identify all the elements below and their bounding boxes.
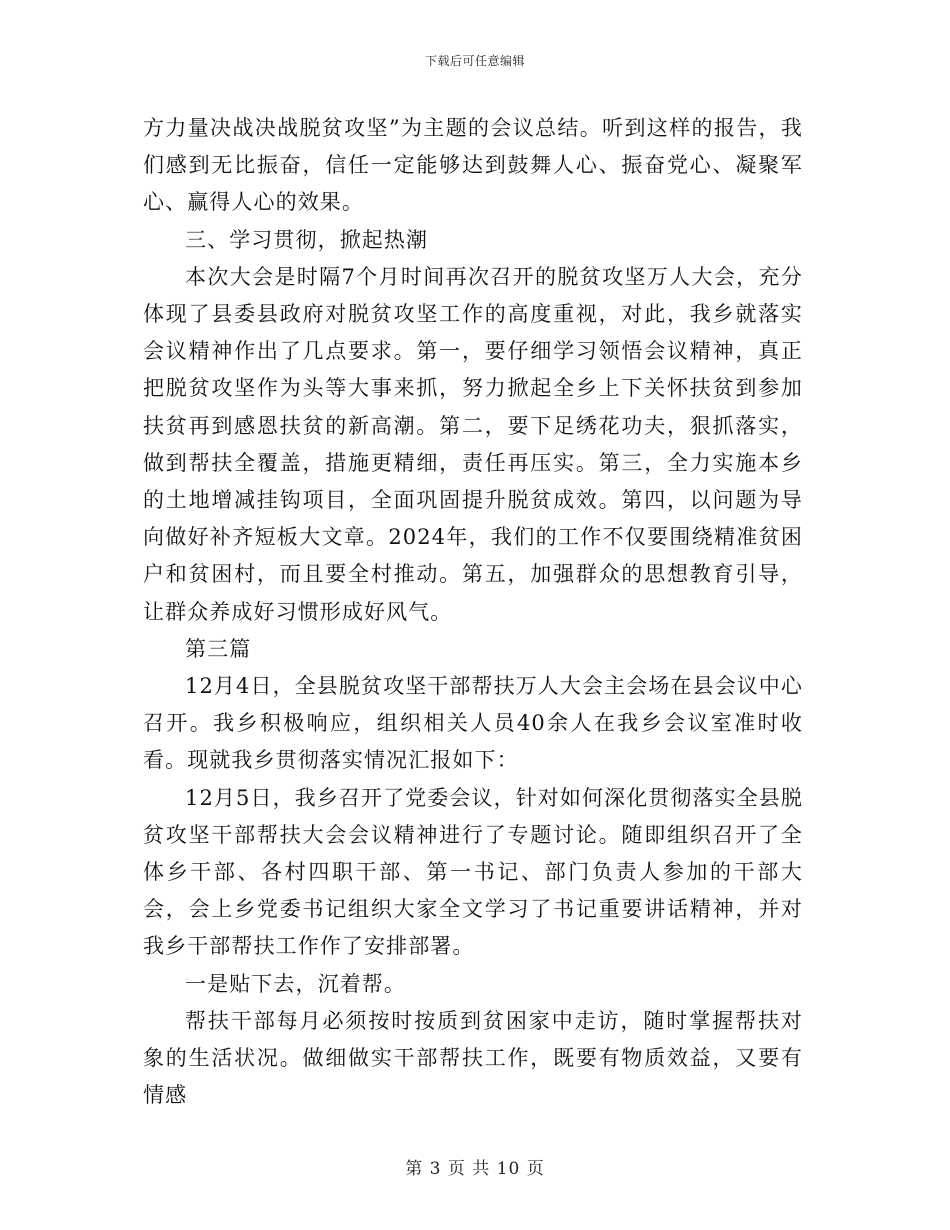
paragraph-5: 帮扶干部每月必须按时按质到贫困家中走访，随时掌握帮扶对象的生活状况。做细做实干部帮扶工作，既要有物质效益，又要有情感 xyxy=(143,1008,803,1108)
page-header: 下载后可任意编辑 xyxy=(424,54,525,68)
paragraph-3: 12月4日，全县脱贫攻坚干部帮扶万人大会主会场在县会议中心召开。我乡积极响应，组织相关人员40余人在我乡会议室准时收看。现就我乡贯彻落实情况汇报如下： xyxy=(143,674,803,773)
paragraph-2: 本次大会是时隔7个月时间再次召开的脱贫攻坚万人大会，充分体现了县委县政府对脱贫攻坚工作的高度重视，对此，我乡就落实会议精神作出了几点要求。第一，要仔细学习领悟会议精神，真正把脱贫攻坚作为头等大事来抓，努力掀起全乡上下关怀扶贫到参加扶贫再到感恩扶贫的新高潮。第二，要下足绣花功夫，狠抓落实，做到帮扶全覆盖，措施更精细，责任再压实。第三，全力实施本乡的土地增减挂钩项目，全面巩固提升脱贫成效。第四，以问题为导向做好补齐短板大文章。2024年，我们的工作不仅要围绕精准贫困户和贫困村，而且要全村推动。第五，加强群众的思想教育引导，让群众养成好习惯形成好风气。 xyxy=(143,264,803,624)
section-heading-3: 三、学习贯彻，掀起热潮 xyxy=(185,227,429,252)
paragraph-4: 12月5日，我乡召开了党委会议，针对如何深化贯彻落实全县脱贫攻坚干部帮扶大会会议精神进行了专题讨论。随即组织召开了全体乡干部、各村四职干部、第一书记、部门负责人参加的干部大会，会上乡党委书记组织大家全文学习了书记重要讲话精神，并对我乡干部帮扶工作作了安排部署。 xyxy=(143,785,803,959)
page-number: 第 3 页 共 10 页 xyxy=(405,1159,545,1179)
subheading-one: 一是贴下去，沉着帮。 xyxy=(185,971,406,996)
document-body xyxy=(143,110,803,1114)
chapter-heading: 第三篇 xyxy=(185,636,252,661)
paragraph-1: 方力量决战决战脱贫攻坚”为主题的会议总结。听到这样的报告，我们感到无比振奋，信任一定能够达到鼓舞人心、振奋党心、凝聚军心、赢得人心的效果。 xyxy=(143,116,803,215)
